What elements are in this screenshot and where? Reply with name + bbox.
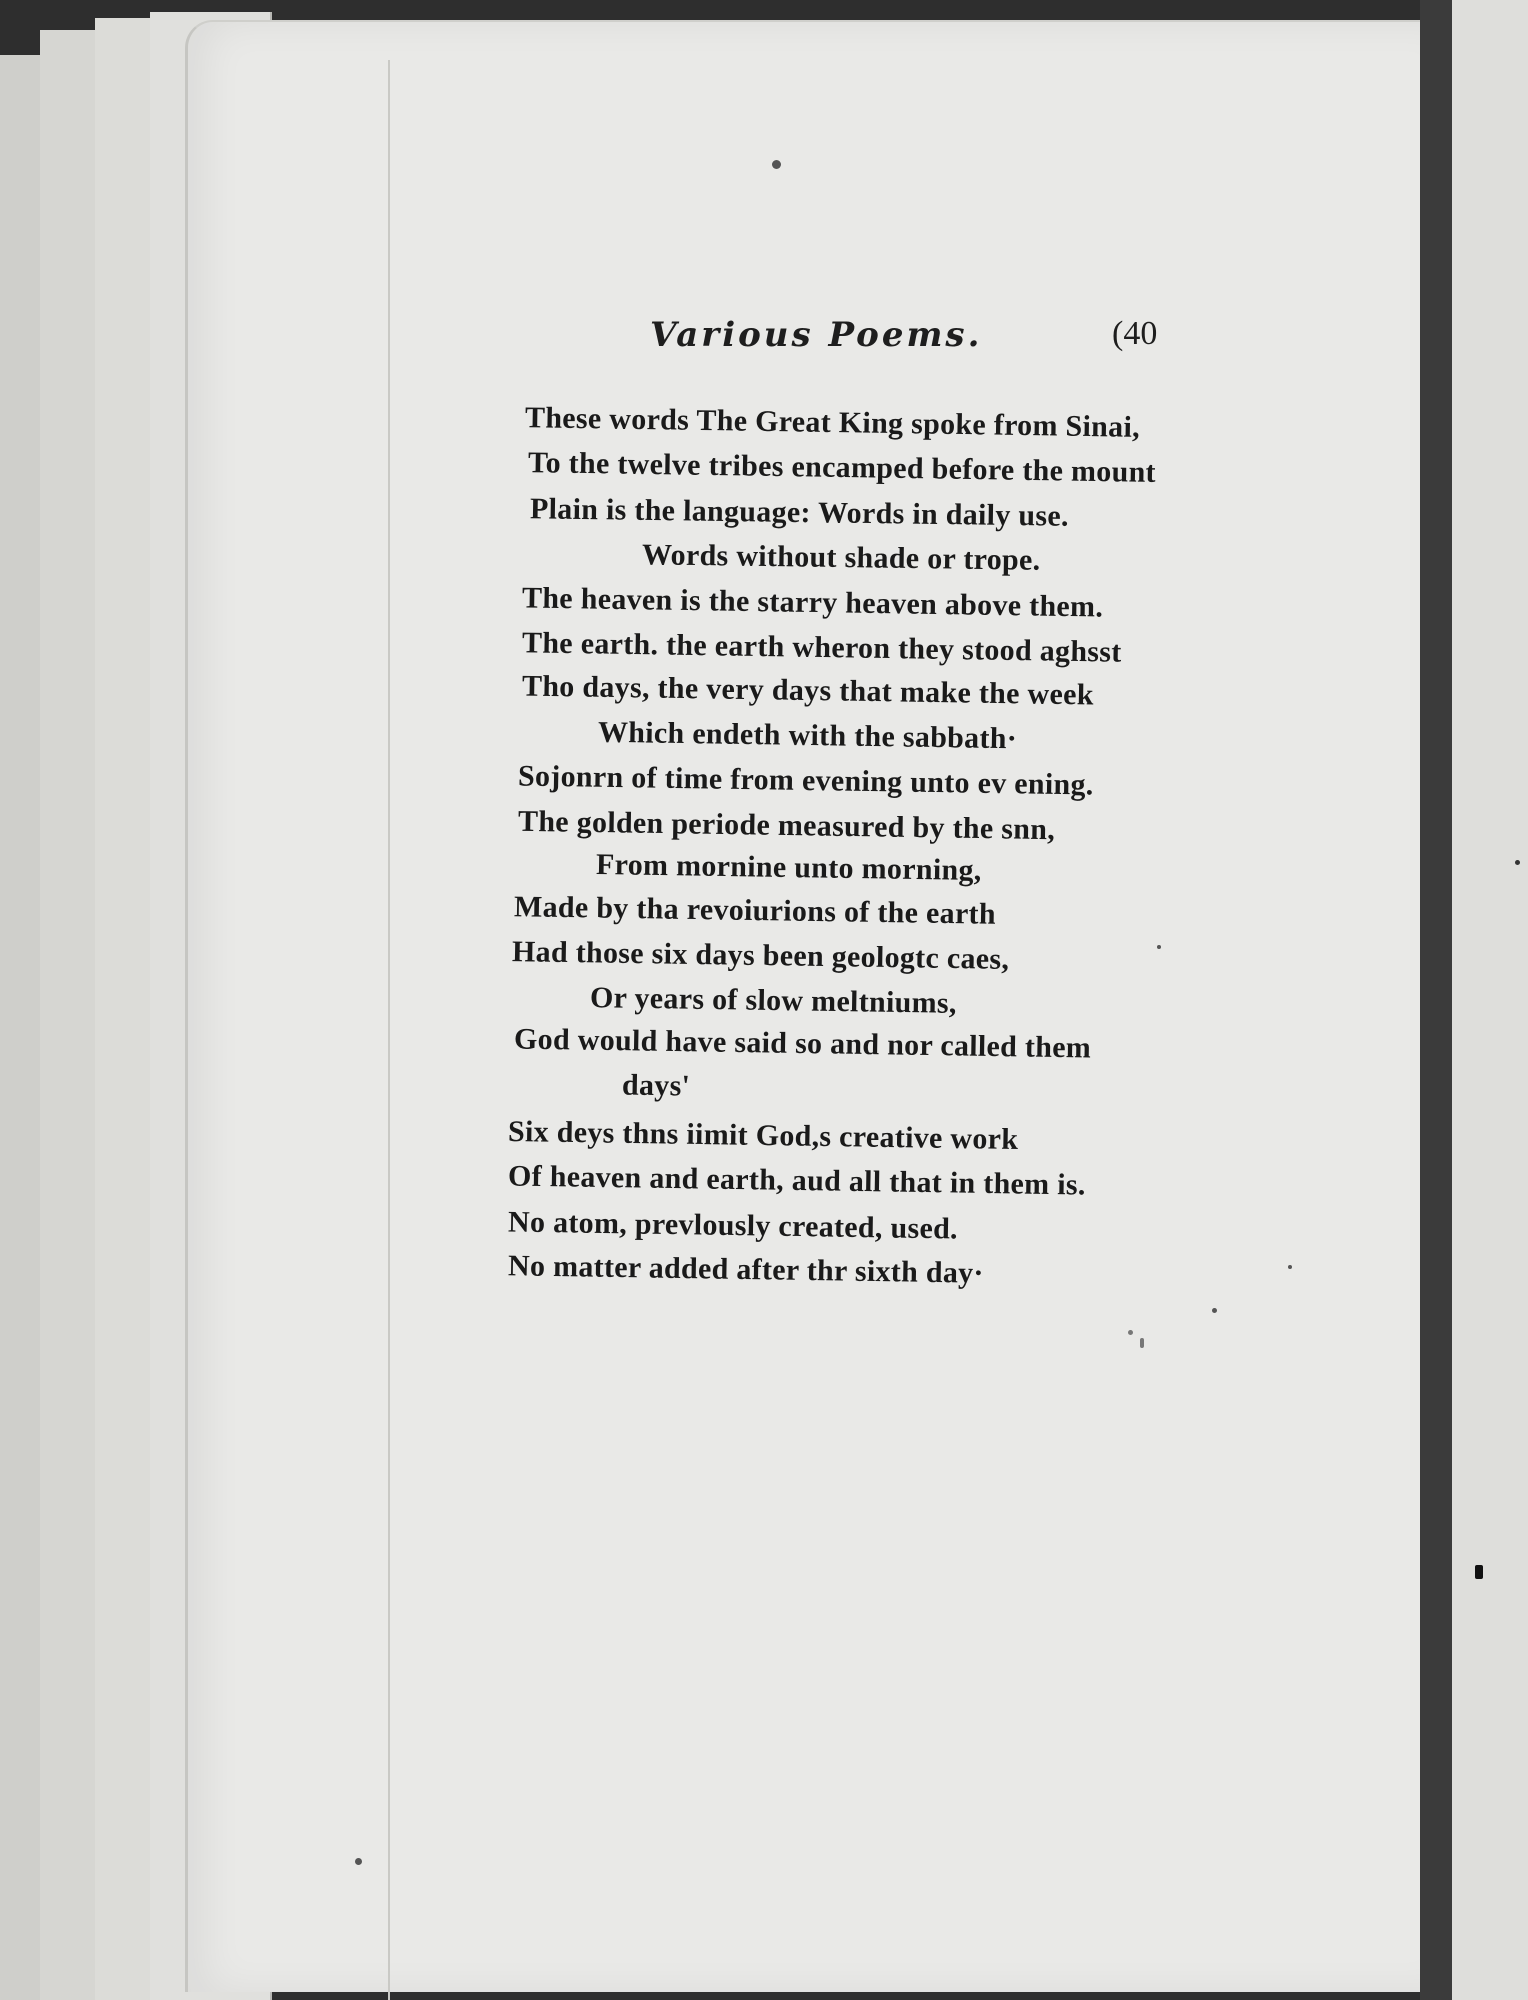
poem-line: No matter added after thr sixth day· xyxy=(507,1249,985,1290)
poem-line: Tho days, the very days that make the week xyxy=(521,669,1094,712)
poem-line: The earth. the earth wheron they stood aghsst xyxy=(521,626,1122,669)
poem-line: Made by tha revoiurions of the earth xyxy=(513,890,997,931)
poem-line: These words The Great King spoke from Sinai, xyxy=(524,401,1141,444)
ink-speck xyxy=(1475,1565,1483,1579)
poem-line: Plain is the language: Words in daily use. xyxy=(529,492,1070,533)
poem-line: Words without shade or trope. xyxy=(641,538,1041,577)
ink-speck xyxy=(1128,1330,1133,1335)
poem-line: No atom, prevlously created, used. xyxy=(507,1205,959,1246)
poem-line: The golden periode measured by the snn, xyxy=(517,804,1056,847)
poem-line: Six deys thns iimit God,s creative work xyxy=(507,1114,1019,1157)
ink-speck xyxy=(355,1858,362,1865)
poem-line: days' xyxy=(621,1068,691,1103)
ink-speck xyxy=(1157,945,1161,949)
poem-line: Sojonrn of time from evening unto ev ening. xyxy=(517,759,1094,802)
poem-line: God would have said so and nor called them xyxy=(513,1022,1092,1065)
poem-line: From mornine unto morning, xyxy=(595,847,982,888)
poem-line: Which endeth with the sabbath· xyxy=(597,715,1018,756)
page-number: (40 xyxy=(1112,315,1158,352)
ink-speck xyxy=(772,160,781,169)
running-title: Various Poems. xyxy=(650,315,983,355)
ink-speck xyxy=(1288,1265,1292,1269)
poem-line: The heaven is the starry heaven above them. xyxy=(521,581,1104,624)
ink-speck xyxy=(1140,1338,1144,1348)
poem-line: Of heaven and earth, aud all that in them is. xyxy=(507,1159,1086,1202)
poem-line: Had those six days been geologtc caes, xyxy=(511,935,1010,976)
ink-speck xyxy=(1212,1308,1217,1313)
ink-speck xyxy=(1515,860,1520,865)
poem-line: To the twelve tribes encamped before the mount xyxy=(527,446,1157,489)
poem-line: Or years of slow meltniums, xyxy=(589,981,957,1020)
